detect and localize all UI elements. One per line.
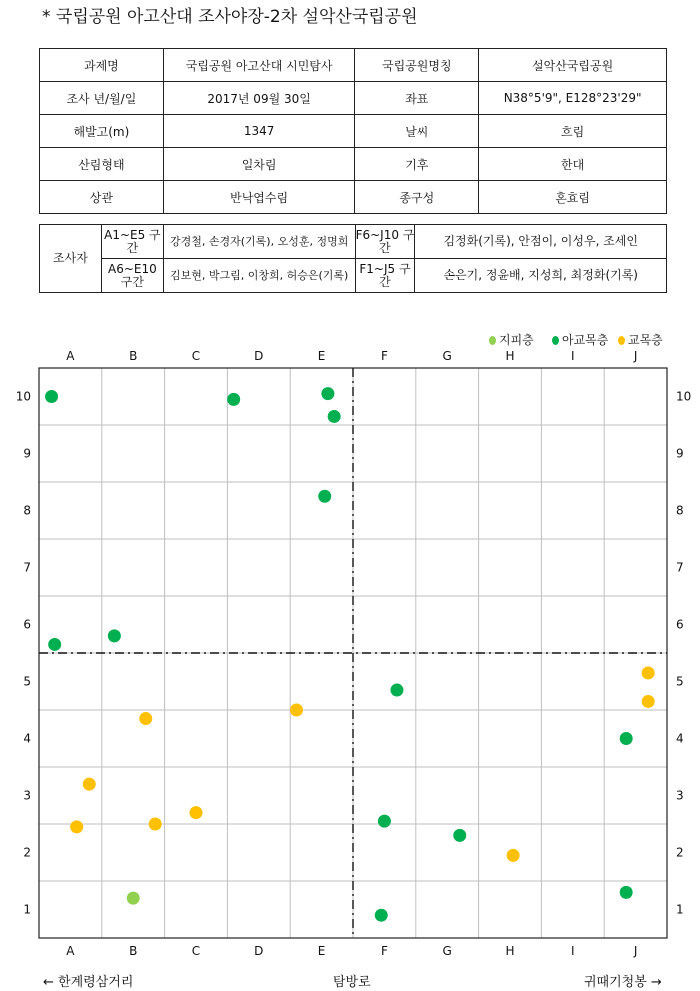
row-label-right: 6 <box>676 617 684 632</box>
row-label-left: 3 <box>23 788 31 803</box>
survey-point <box>642 695 655 708</box>
survey-point <box>290 704 303 717</box>
zone-members: 강경철, 손경자(기록), 오성훈, 정명희 <box>163 225 355 259</box>
survey-point <box>139 712 152 725</box>
zone-label: F1~J5 구간 <box>355 259 415 293</box>
column-label-bottom: I <box>571 944 575 958</box>
column-label-top: C <box>191 349 201 363</box>
survey-point <box>83 778 96 791</box>
info-label: 상관 <box>40 181 164 214</box>
survey-point <box>328 410 341 423</box>
survey-point <box>620 886 633 899</box>
survey-point <box>227 393 240 406</box>
info-label: 날씨 <box>355 115 479 148</box>
info-label: 산림형태 <box>40 148 164 181</box>
column-label-bottom: B <box>129 944 138 958</box>
row-label-left: 5 <box>23 674 31 689</box>
zone-members: 손은기, 정윤배, 지성희, 최정화(기록) <box>415 259 667 293</box>
info-value: 흐림 <box>479 115 667 148</box>
info-label: 국립공원명칭 <box>355 49 479 82</box>
column-label-bottom: G <box>442 944 452 958</box>
surveyor-header: 조사자 <box>40 225 102 293</box>
info-label: 좌표 <box>355 82 479 115</box>
survey-point <box>453 829 466 842</box>
survey-point <box>149 818 162 831</box>
column-label-bottom: C <box>191 944 201 958</box>
row-label-right: 7 <box>676 560 684 575</box>
zone-members: 김보현, 박그림, 이창희, 허승은(기록) <box>163 259 355 293</box>
survey-point <box>620 732 633 745</box>
info-label: 조사 년/월/일 <box>40 82 164 115</box>
column-label-top: I <box>571 349 575 363</box>
page-title: * 국립공원 아고산대 조사야장-2차 설악산국립공원 <box>42 7 418 27</box>
row-label-right: 10 <box>676 389 692 404</box>
legend-label: 아교목층 <box>562 333 609 347</box>
row-label-right: 1 <box>676 902 684 917</box>
info-value: 설악산국립공원 <box>479 49 667 82</box>
column-label-top: F <box>380 349 388 363</box>
info-label: 과제명 <box>40 49 164 82</box>
row-label-right: 4 <box>676 731 684 746</box>
row-label-left: 8 <box>23 503 31 518</box>
info-value: 한대 <box>479 148 667 181</box>
row-label-left: 7 <box>23 560 31 575</box>
info-value: 혼효림 <box>479 181 667 214</box>
row-label-left: 4 <box>23 731 31 746</box>
row-label-left: 9 <box>23 446 31 461</box>
row-label-left: 2 <box>23 845 31 860</box>
survey-point <box>190 806 203 819</box>
survey-point <box>318 490 331 503</box>
column-label-top: G <box>442 349 452 363</box>
zone-label: A6~E10 구간 <box>101 259 163 293</box>
info-value: 1347 <box>163 115 355 148</box>
survey-point <box>507 849 520 862</box>
row-label-right: 9 <box>676 446 684 461</box>
column-label-top: H <box>505 349 515 363</box>
survey-point <box>70 820 83 833</box>
info-label: 해발고(m) <box>40 115 164 148</box>
column-label-top: E <box>317 349 326 363</box>
row-label-right: 8 <box>676 503 684 518</box>
column-label-bottom: D <box>254 944 264 958</box>
row-label-right: 5 <box>676 674 684 689</box>
survey-point <box>48 638 61 651</box>
row-label-right: 3 <box>676 788 684 803</box>
trail-end-label: 귀때기청봉 → <box>584 975 662 990</box>
trail-label: 탐방로 <box>333 975 371 990</box>
column-label-bottom: F <box>380 944 388 958</box>
row-label-left: 10 <box>15 389 31 404</box>
zone-members: 김정화(기록), 안점이, 이성우, 조세인 <box>415 225 667 259</box>
column-label-top: B <box>129 349 138 363</box>
column-label-bottom: J <box>633 944 638 958</box>
info-label: 기후 <box>355 148 479 181</box>
survey-point <box>127 892 140 905</box>
trail-start-label: ← 한계령삼거리 <box>43 975 134 990</box>
info-value: 2017년 09월 30일 <box>163 82 355 115</box>
info-value: 국립공원 아고산대 시민탐사 <box>163 49 355 82</box>
row-label-left: 1 <box>23 902 31 917</box>
survey-point <box>390 684 403 697</box>
row-label-right: 2 <box>676 845 684 860</box>
info-value: N38°5'9", E128°23'29" <box>479 82 667 115</box>
survey-point <box>321 387 334 400</box>
survey-point <box>108 629 121 642</box>
survey-point <box>642 666 655 679</box>
info-label: 종구성 <box>355 181 479 214</box>
column-label-top: D <box>254 349 264 363</box>
info-value: 일차림 <box>163 148 355 181</box>
zone-label: A1~E5 구간 <box>101 225 163 259</box>
survey-point <box>375 909 388 922</box>
zone-label: F6~J10 구간 <box>355 225 415 259</box>
info-value: 반낙엽수림 <box>163 181 355 214</box>
legend-label: 지피층 <box>499 333 534 347</box>
legend-label: 교목층 <box>628 333 663 347</box>
survey-point <box>45 390 58 403</box>
column-label-top: A <box>66 349 75 363</box>
column-label-top: J <box>633 349 638 363</box>
survey-point <box>378 815 391 828</box>
column-label-bottom: E <box>317 944 326 958</box>
row-label-left: 6 <box>23 617 31 632</box>
column-label-bottom: A <box>66 944 75 958</box>
column-label-bottom: H <box>505 944 515 958</box>
